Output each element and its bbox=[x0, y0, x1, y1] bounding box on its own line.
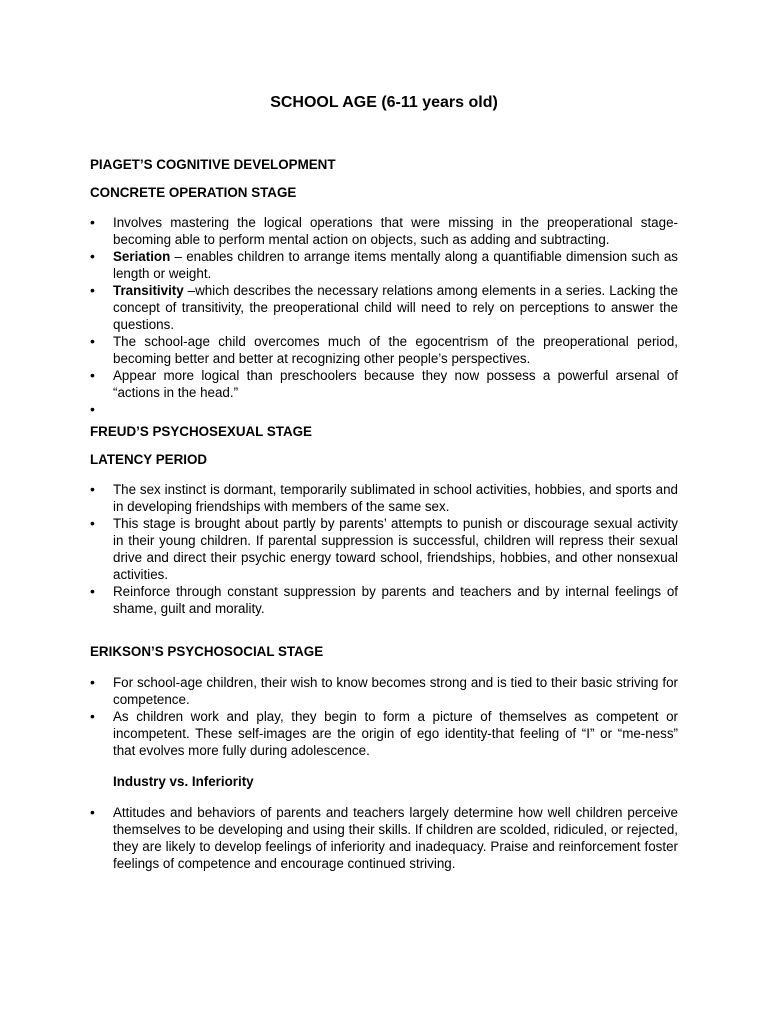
piaget-heading: PIAGET’S COGNITIVE DEVELOPMENT bbox=[90, 157, 336, 172]
concrete-operation-heading: CONCRETE OPERATION STAGE bbox=[90, 185, 297, 200]
freud-list bbox=[90, 481, 678, 617]
industry-vs-inferiority-heading: Industry vs. Inferiority bbox=[113, 774, 254, 789]
list-item: • The sex instinct is dormant, temporarily sublimated in school activities, hobbies, and sports and in developing friendships with members of the same sex. bbox=[90, 481, 678, 515]
item-text: Involves mastering the logical operations that were missing in the preoperational stage- becoming able to perform mental action on objects, such as adding and subtracting. bbox=[113, 215, 678, 247]
freud-heading: FREUD’S PSYCHOSEXUAL STAGE bbox=[90, 424, 312, 439]
list-item: • Reinforce through constant suppression by parents and teachers and by internal feelings of shame, guilt and morality. bbox=[90, 583, 678, 617]
list-item bbox=[90, 214, 678, 248]
empty-list-item bbox=[90, 401, 678, 418]
list-item: • For school-age children, their wish to know becomes strong and is tied to their basic striving for competence. bbox=[90, 674, 678, 708]
industry-list bbox=[90, 804, 678, 872]
item-term: Transitivity bbox=[113, 283, 184, 298]
item-text: –which describes the necessary relations among elements in a series. Lacking the concept of transitivity, the preoperational child will need to rely on perceptions to answer the questions. bbox=[113, 283, 678, 332]
list-item bbox=[90, 333, 678, 367]
erikson-list bbox=[90, 674, 678, 759]
list-item bbox=[90, 367, 678, 401]
item-text: – enables children to arrange items mentally along a quantifiable dimension such as length or weight. bbox=[113, 249, 678, 281]
list-item: • This stage is brought about partly by parents’ attempts to punish or discourage sexual activity in their young children. If parental suppression is successful, children will repress their sexual drive and direct their psychic energy toward school, friendships, hobbies, and other nonsexual activities. bbox=[90, 515, 678, 583]
page-title: SCHOOL AGE (6-11 years old) bbox=[270, 94, 498, 111]
item-text: Appear more logical than preschoolers because they now possess a powerful arsenal of “actions in the head.” bbox=[113, 368, 678, 400]
item-term: Seriation bbox=[113, 249, 171, 264]
list-item: • Attitudes and behaviors of parents and teachers largely determine how well children perceive themselves to be developing and using their skills. If children are scolded, ridiculed, or rejected, they are likely to develop feelings of inferiority and inadequacy. Praise and reinforcement foster feelings of competence and encourage continued striving. bbox=[90, 804, 678, 872]
item-text: The school-age child overcomes much of the egocentrism of the preoperational period, becoming better and better at recognizing other people’s perspectives. bbox=[113, 334, 678, 366]
list-item: • As children work and play, they begin to form a picture of themselves as competent or incompetent. These self-images are the origin of ego identity-that feeling of “I” or “me-ness” that evolves more fully during adolescence. bbox=[90, 708, 678, 759]
latency-period-heading: LATENCY PERIOD bbox=[90, 452, 208, 467]
piaget-list bbox=[90, 214, 678, 418]
list-item bbox=[90, 248, 678, 282]
erikson-heading: ERIKSON’S PSYCHOSOCIAL STAGE bbox=[90, 644, 324, 659]
list-item bbox=[90, 282, 678, 333]
